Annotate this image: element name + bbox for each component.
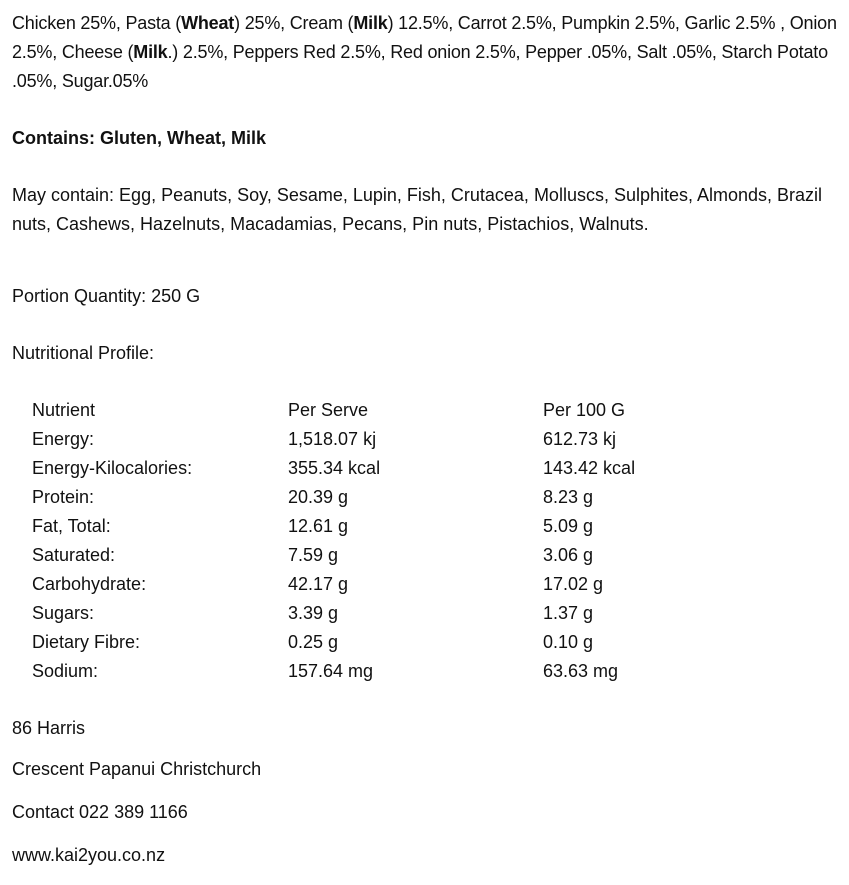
- nutrient-name: Energy:: [32, 429, 95, 449]
- product-info: [12, 9, 842, 870]
- table-row: [32, 541, 823, 570]
- per-100g-value: 612.73 kj: [543, 429, 617, 449]
- table-row: [32, 454, 823, 483]
- per-serve-value: 157.64 mg: [288, 661, 374, 681]
- allergen-may-contain: May contain: Egg, Peanuts, Soy, Sesame, Lupin, Fish, Crutacea, Molluscs, Sulphites, Almonds, Brazil nuts, Cashews, Hazelnuts, Macadamias, Pecans, Pin nuts, Pistachios, Walnuts.: [12, 185, 823, 234]
- per-100g-value: 5.09 g: [543, 516, 594, 536]
- per-serve-value: 20.39 g: [288, 487, 349, 507]
- allergen-highlight: Milk: [133, 42, 168, 62]
- per-serve-value: 42.17 g: [288, 574, 349, 594]
- nutrition-heading: Nutritional Profile:: [12, 343, 155, 363]
- nutrient-name: Energy-Kilocalories:: [32, 458, 193, 478]
- per-100g-value: 63.63 mg: [543, 661, 619, 681]
- table-row: [32, 599, 823, 628]
- table-row: [32, 657, 823, 686]
- per-100g-value: 0.10 g: [543, 632, 594, 652]
- per-100g-value: 17.02 g: [543, 574, 604, 594]
- table-row: [32, 570, 823, 599]
- nutrition-table: [32, 396, 823, 686]
- ingredient-text: .) 2.5%, Peppers Red 2.5%, Red onion 2.5%, Pepper .05%, Salt .05%, Starch Potato .05%, Sugar.05%: [12, 42, 828, 91]
- per-serve-value: 1,518.07 kj: [288, 429, 377, 449]
- per-100g-value: 8.23 g: [543, 487, 594, 507]
- nutrient-name: Fat, Total:: [32, 516, 111, 536]
- nutrient-name: Carbohydrate:: [32, 574, 147, 594]
- address-line-2: Crescent Papanui Christchurch: [12, 759, 262, 779]
- per-serve-value: 0.25 g: [288, 632, 339, 652]
- per-serve-value: 7.59 g: [288, 545, 339, 565]
- per-serve-value: 3.39 g: [288, 603, 339, 623]
- nutrient-name: Saturated:: [32, 545, 116, 565]
- address-line-1: 86 Harris: [12, 718, 86, 738]
- per-100g-value: 3.06 g: [543, 545, 594, 565]
- header-per-100g: Per 100 G: [543, 400, 626, 420]
- allergen-contains: Contains: Gluten, Wheat, Milk: [12, 128, 267, 148]
- website-link[interactable]: www.kai2you.co.nz: [12, 845, 166, 865]
- nutrient-name: Protein:: [32, 487, 95, 507]
- per-100g-value: 1.37 g: [543, 603, 594, 623]
- nutrition-rows: [32, 425, 823, 686]
- per-serve-value: 355.34 kcal: [288, 458, 381, 478]
- nutrient-name: Dietary Fibre:: [32, 632, 141, 652]
- ingredient-text: ) 25%, Cream (: [234, 13, 354, 33]
- allergen-highlight: Wheat: [181, 13, 235, 33]
- per-serve-value: 12.61 g: [288, 516, 349, 536]
- header-nutrient: Nutrient: [32, 400, 96, 420]
- ingredient-text: Chicken 25%, Pasta (: [12, 13, 182, 33]
- per-100g-value: 143.42 kcal: [543, 458, 636, 478]
- table-row: [32, 483, 823, 512]
- table-row: [32, 512, 823, 541]
- ingredient-text: ) 12.5%, Carrot 2.5%, Pumpkin 2.5%, Garlic 2.5% , Onion 2.5%, Cheese (: [12, 13, 837, 62]
- ingredients-list: [12, 9, 842, 96]
- table-row: [32, 628, 823, 657]
- table-row: [32, 425, 823, 454]
- nutrient-name: Sugars:: [32, 603, 95, 623]
- contact-phone: Contact 022 389 1166: [12, 802, 188, 822]
- nutrient-name: Sodium:: [32, 661, 99, 681]
- portion-quantity: Portion Quantity: 250 G: [12, 286, 201, 306]
- header-per-serve: Per Serve: [288, 400, 369, 420]
- allergen-highlight: Milk: [353, 13, 388, 33]
- nutrition-header-row: [32, 396, 823, 425]
